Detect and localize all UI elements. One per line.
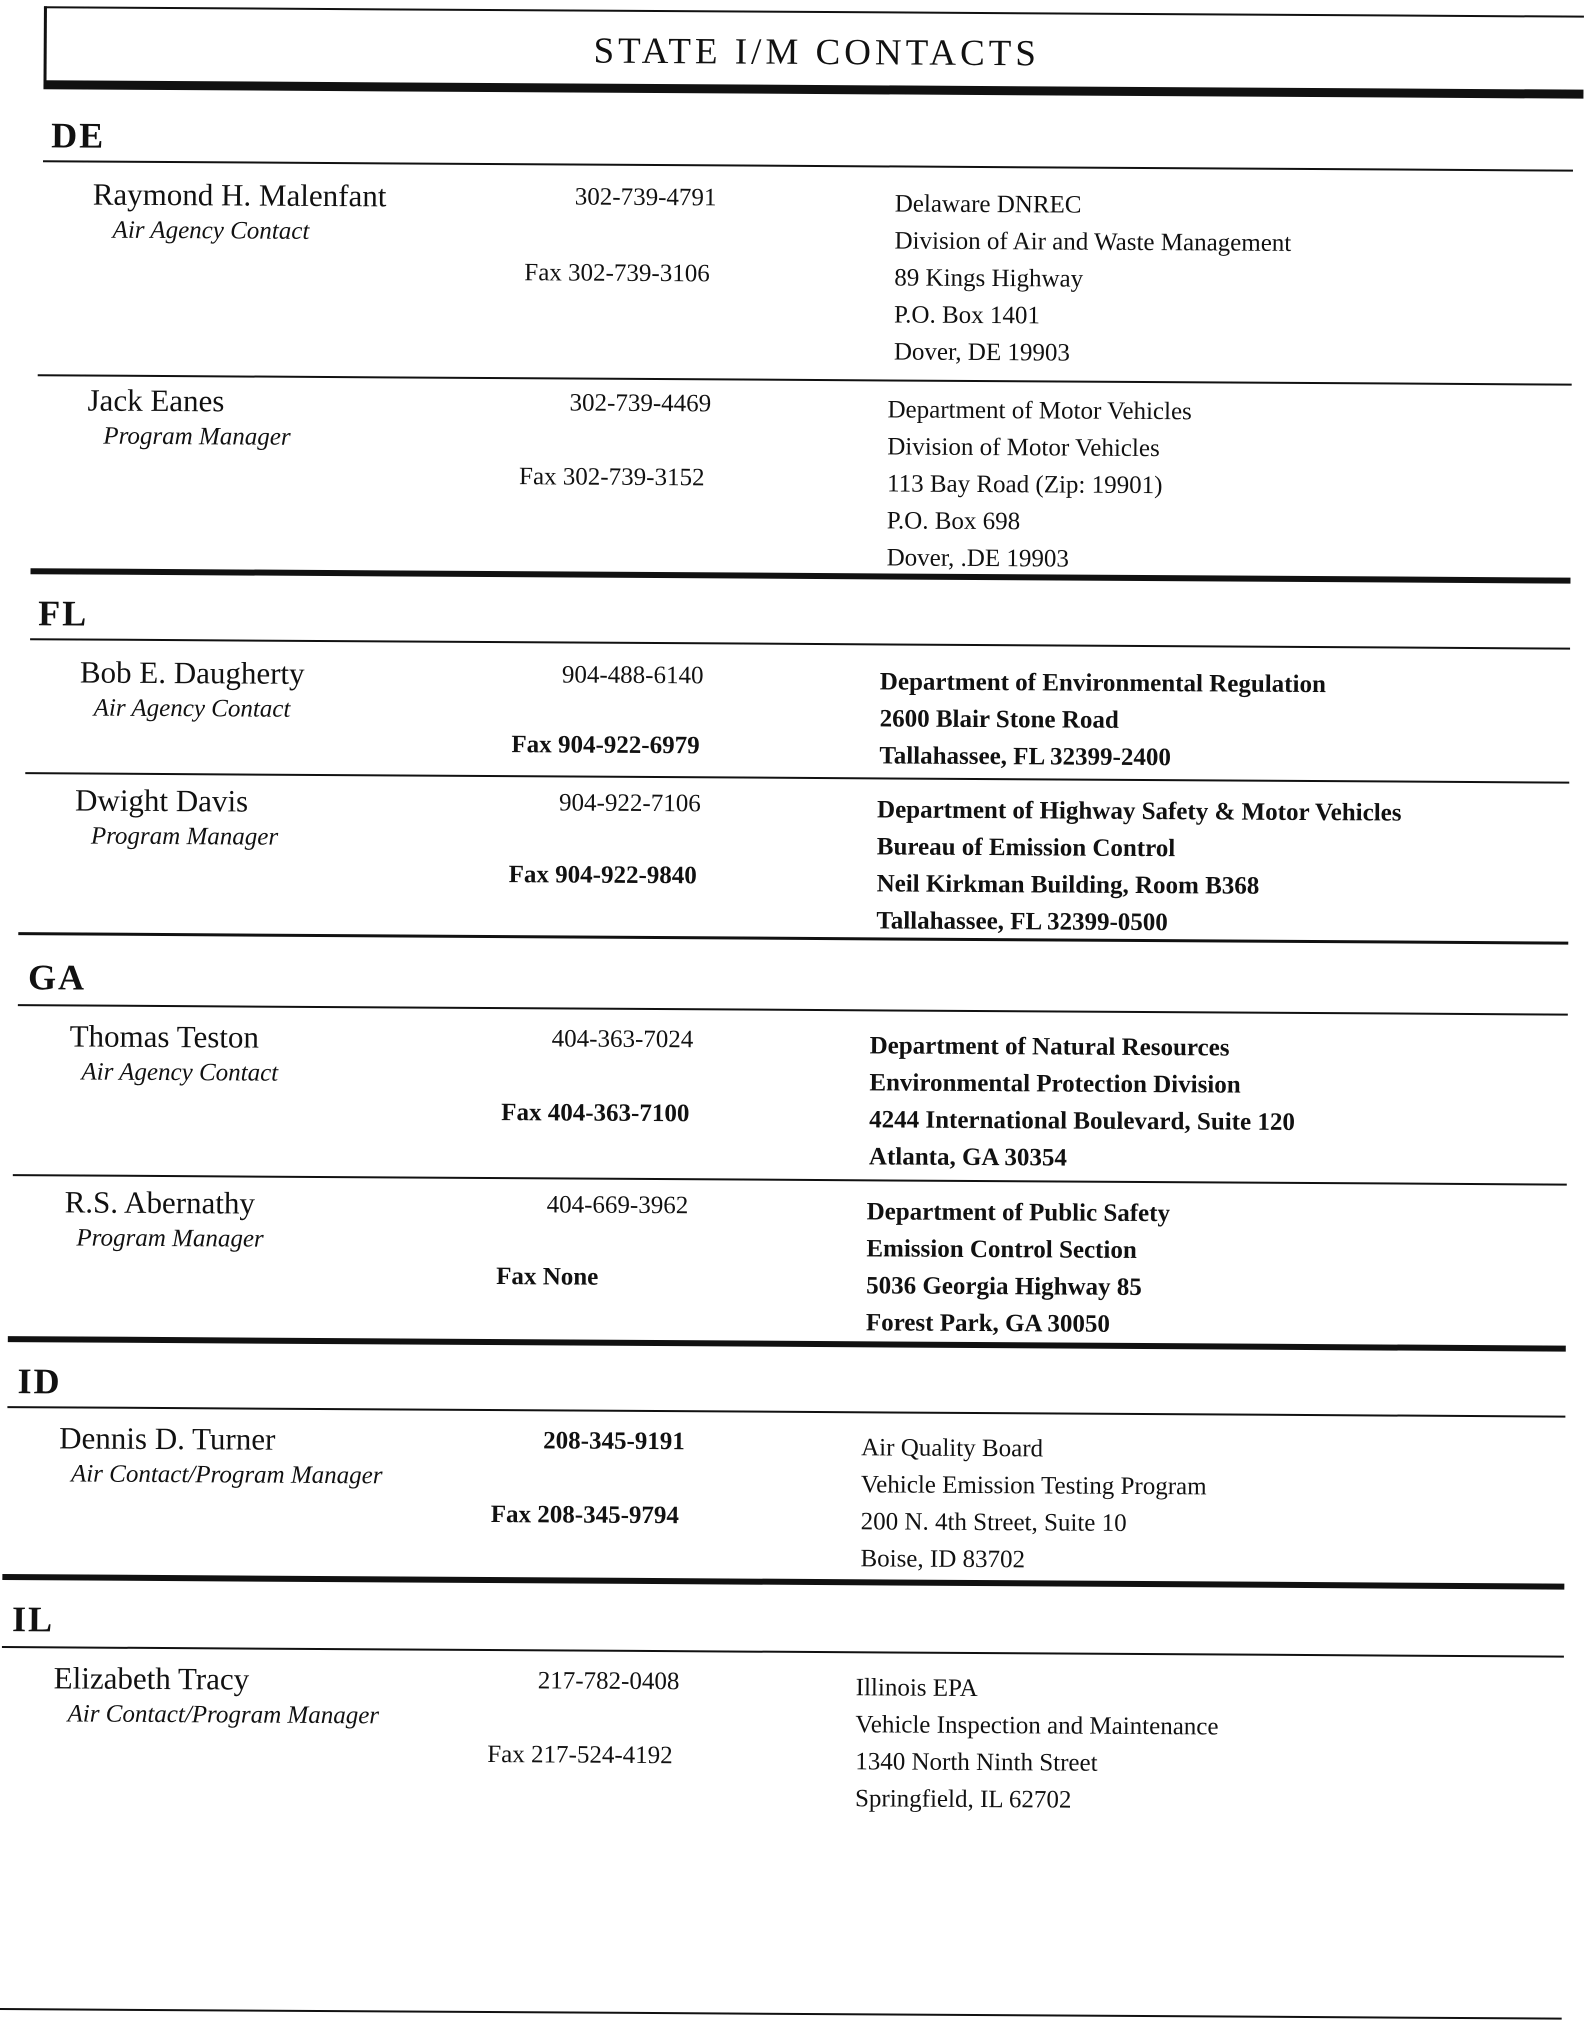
address-line: Tallahassee, FL 32399-2400	[879, 742, 1171, 772]
contact-address	[860, 1429, 1207, 1579]
contact-entry-davis	[24, 782, 1565, 951]
contact-fax	[496, 1263, 598, 1292]
contact-entry-teston	[17, 1018, 1558, 1187]
address-line: Dover, DE 19903	[893, 338, 1071, 367]
fax-label: Fax	[524, 259, 562, 287]
address-line: 5036 Georgia Highway 85	[866, 1272, 1142, 1301]
contact-fax	[511, 731, 699, 760]
contact-entry-eanes	[37, 382, 1578, 573]
contact-address	[886, 391, 1191, 578]
contact-phone: 302-739-4791	[574, 183, 717, 212]
contact-phone: 904-922-7106	[559, 789, 701, 818]
address-line: P.O. Box 1401	[894, 301, 1041, 330]
fax-label: Fax	[511, 731, 552, 759]
fax-number: None	[542, 1263, 599, 1291]
contact-role: Air Contact/Program Manager	[67, 1700, 380, 1730]
address-line: Air Quality Board	[861, 1434, 1044, 1463]
state-rule-fl	[30, 638, 1570, 649]
contact-address	[876, 791, 1401, 942]
state-label-de: DE	[51, 115, 106, 156]
fax-number: 302-739-3106	[568, 259, 710, 288]
state-label-id: ID	[17, 1361, 62, 1402]
contact-entry-abernathy	[12, 1184, 1553, 1353]
contact-fax	[519, 463, 705, 492]
address-line: Vehicle Inspection and Maintenance	[855, 1711, 1219, 1741]
address-line: 1340 North Ninth Street	[855, 1748, 1098, 1777]
page-bottom-rule	[0, 2008, 1562, 2020]
contact-role: Air Agency Contact	[112, 216, 310, 245]
state-rule-ga	[18, 1004, 1568, 1015]
title-box	[43, 6, 1583, 93]
contact-role: Program Manager	[90, 822, 279, 851]
address-line: Vehicle Emission Testing Program	[860, 1471, 1207, 1501]
contact-phone: 404-669-3962	[546, 1191, 689, 1220]
fax-number: 904-922-9840	[555, 861, 697, 890]
state-label-ga: GA	[27, 957, 87, 998]
contact-fax	[491, 1501, 679, 1530]
fax-label: Fax	[501, 1099, 542, 1127]
fax-label: Fax	[519, 463, 557, 491]
address-line: Forest Park, GA 30050	[865, 1309, 1110, 1338]
contact-role: Air Agency Contact	[81, 1058, 279, 1087]
address-line: Department of Natural Resources	[869, 1032, 1230, 1062]
contact-phone: 904-488-6140	[561, 661, 704, 690]
contact-address	[855, 1669, 1219, 1819]
contact-role: Program Manager	[103, 422, 291, 451]
address-line: Tallahassee, FL 32399-0500	[876, 907, 1168, 937]
address-line: 200 N. 4th Street, Suite 10	[860, 1508, 1127, 1537]
address-line: Department of Public Safety	[866, 1198, 1171, 1228]
contact-entry-malenfant	[42, 176, 1583, 367]
contact-address	[894, 185, 1292, 372]
fax-number: 302-739-3152	[562, 463, 705, 492]
address-line: Bureau of Emission Control	[876, 833, 1176, 863]
address-line: Department of Highway Safety & Motor Vehicles	[876, 796, 1402, 827]
contact-fax	[509, 861, 697, 890]
contact-role: Program Manager	[76, 1224, 264, 1253]
contact-entry-turner	[6, 1420, 1547, 1589]
address-line: 113 Bay Road (Zip: 19901)	[886, 470, 1163, 500]
contact-name: Bob E. Daugherty	[79, 654, 305, 691]
address-line: Emission Control Section	[866, 1235, 1137, 1264]
contact-phone: 217-782-0408	[537, 1667, 680, 1696]
state-label-il: IL	[11, 1599, 55, 1640]
contact-role: Air Agency Contact	[93, 694, 291, 723]
state-rule-il	[2, 1646, 1564, 1658]
contact-entry-tracy	[1, 1660, 1542, 1829]
address-line: Division of Motor Vehicles	[887, 433, 1160, 463]
address-line: Department of Environmental Regulation	[879, 668, 1326, 699]
address-line: 4244 International Boulevard, Suite 120	[869, 1106, 1295, 1136]
contact-role: Air Contact/Program Manager	[70, 1460, 383, 1490]
contact-address	[866, 1193, 1170, 1343]
contact-address	[869, 1027, 1296, 1178]
contact-fax	[487, 1741, 673, 1770]
contact-fax	[524, 259, 710, 288]
address-line: P.O. Box 698	[886, 507, 1021, 536]
contact-name: Thomas Teston	[69, 1018, 260, 1055]
contact-name: Jack Eanes	[87, 382, 225, 419]
address-line: Springfield, IL 62702	[854, 1785, 1072, 1814]
address-line: Illinois EPA	[855, 1674, 978, 1703]
contact-name: Dennis D. Turner	[59, 1420, 276, 1457]
contact-name: R.S. Abernathy	[64, 1184, 256, 1221]
fax-label: Fax	[496, 1263, 537, 1291]
address-line: Neil Kirkman Building, Room B368	[876, 870, 1260, 900]
page-title: STATE I/M CONTACTS	[593, 30, 1041, 75]
address-line: Department of Motor Vehicles	[887, 396, 1192, 426]
fax-label: Fax	[490, 1501, 532, 1529]
fax-label: Fax	[508, 861, 550, 889]
state-rule-id	[7, 1406, 1565, 1418]
contact-name: Raymond H. Malenfant	[92, 176, 387, 214]
state-label-fl: FL	[38, 593, 89, 634]
state-rule-de	[43, 160, 1573, 171]
contact-phone: 302-739-4469	[569, 389, 712, 418]
fax-label: Fax	[487, 1741, 525, 1769]
contact-phone: 208-345-9191	[543, 1427, 685, 1456]
address-line: Boise, ID 83702	[860, 1545, 1026, 1574]
fax-number: 904-922-6979	[557, 731, 700, 760]
fax-number: 217-524-4192	[530, 1741, 673, 1770]
contact-fax	[501, 1099, 689, 1128]
contact-name: Elizabeth Tracy	[53, 1660, 250, 1697]
contact-address	[879, 663, 1326, 777]
address-line: Atlanta, GA 30354	[868, 1143, 1067, 1172]
contact-name: Dwight Davis	[75, 782, 249, 819]
address-line: Dover, .DE 19903	[886, 544, 1069, 573]
contact-phone: 404-363-7024	[551, 1025, 694, 1054]
state-end-rule-de	[30, 568, 1570, 583]
fax-number: 208-345-9794	[537, 1501, 680, 1530]
address-line: Division of Air and Waste Management	[894, 227, 1292, 257]
address-line: 2600 Blair Stone Road	[879, 705, 1119, 734]
address-line: 89 Kings Highway	[894, 264, 1084, 293]
fax-number: 404-363-7100	[547, 1099, 690, 1128]
address-line: Environmental Protection Division	[869, 1069, 1241, 1099]
address-line: Delaware DNREC	[894, 190, 1082, 219]
